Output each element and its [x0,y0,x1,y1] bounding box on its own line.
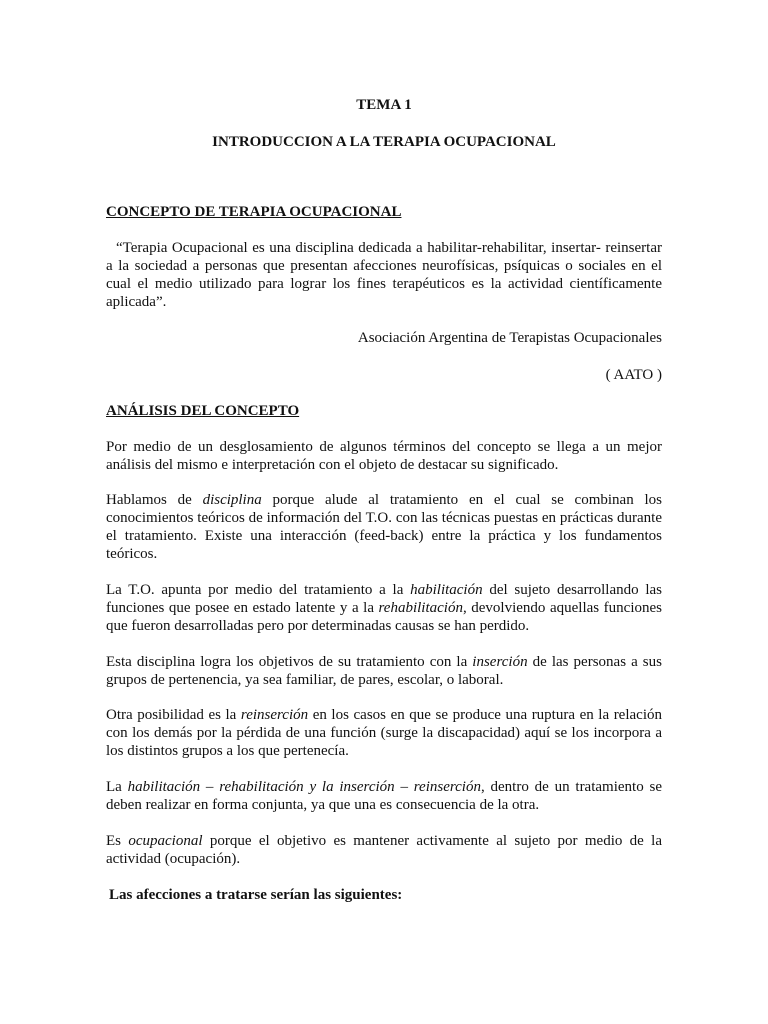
paragraph-insercion [106,653,662,689]
concept-quote: “Terapia Ocupacional es una disciplina dedicada a habilitar-rehabilitar, insertar- reinsertar a la sociedad a personas que presentan afecciones neurofísicas, psíquicas o sociales en el cual el medio utilizado para lograr los fines terapéuticos es la actividad científicamente aplicada”. [106,240,662,310]
paragraph-text: , dentro de un tratamiento se deben realizar en forma conjunta, ya que una es consecuencia de la otra. [106,779,662,813]
paragraph-text: Otra posibilidad es la [106,707,241,723]
paragraph-conjunta [106,778,662,814]
document-subtitle: INTRODUCCION A LA TERAPIA OCUPACIONAL [212,134,556,150]
paragraph-text: Esta disciplina logra los objetivos de su tratamiento con la [106,654,473,670]
paragraph-text: La T.O. apunta por medio del tratamiento a la [106,582,411,598]
emphasis-term: ocupacional [128,833,203,849]
emphasis-term: rehabilitación [378,600,463,616]
quote-attribution: Asociación Argentina de Terapistas Ocupacionales [357,330,662,346]
paragraph-text: Hablamos de [106,492,203,508]
paragraph-text: porque alude al tratamiento en el cual se combinan los conocimientos teóricos de información del T.O. con las técnicas puestas en prácticas durante el tratamiento. Existe una interacción (feed-back) entre la práctica y los fundamentos teóricos. [106,492,662,562]
paragraph-text: porque el objetivo es mantener activamente al sujeto por medio de la actividad (ocupación). [106,833,663,867]
emphasis-term: habilitación [410,582,483,598]
emphasis-term: inserción [472,654,528,670]
paragraph-1: Por medio de un desglosamiento de algunos términos del concepto se llega a un mejor análisis del mismo e interpretación con el objeto de destacar su significado. [106,439,662,473]
emphasis-term: reinserción [240,707,309,723]
emphasis-term: habilitación – rehabilitación y la inserción – reinserción [127,779,481,795]
paragraph-text: La [106,779,128,795]
closing-statement: Las afecciones a tratarse serían las siguientes: [109,887,403,903]
paragraph-text: del sujeto desarrollando las funciones que posee en estado latente y a la [106,582,662,616]
paragraph-disciplina [106,491,662,563]
paragraph-text: Es [106,833,129,849]
document-title: TEMA 1 [356,97,412,113]
emphasis-term: disciplina [202,492,262,508]
paragraph-ocupacional [106,832,662,868]
section-heading-analisis: ANÁLISIS DEL CONCEPTO [106,403,300,419]
quote-acronym: ( AATO ) [605,367,662,383]
paragraph-text: de las personas a sus grupos de pertenencia, ya sea familiar, de pares, escolar, o laboral. [106,654,662,688]
section-heading-concepto: CONCEPTO DE TERAPIA OCUPACIONAL [106,204,402,220]
paragraph-text: , devolviendo aquellas funciones que fueron desarrolladas pero por determinadas causas se han perdido. [106,600,662,634]
paragraph-habilitacion [106,581,662,635]
paragraph-reinsercion [106,706,662,760]
paragraph-text: en los casos en que se produce una ruptura en la relación con los demás por la pérdida de una función (surge la discapacidad) aquí se los incorpora a los distintos grupos a los que pertenecía. [106,707,662,759]
